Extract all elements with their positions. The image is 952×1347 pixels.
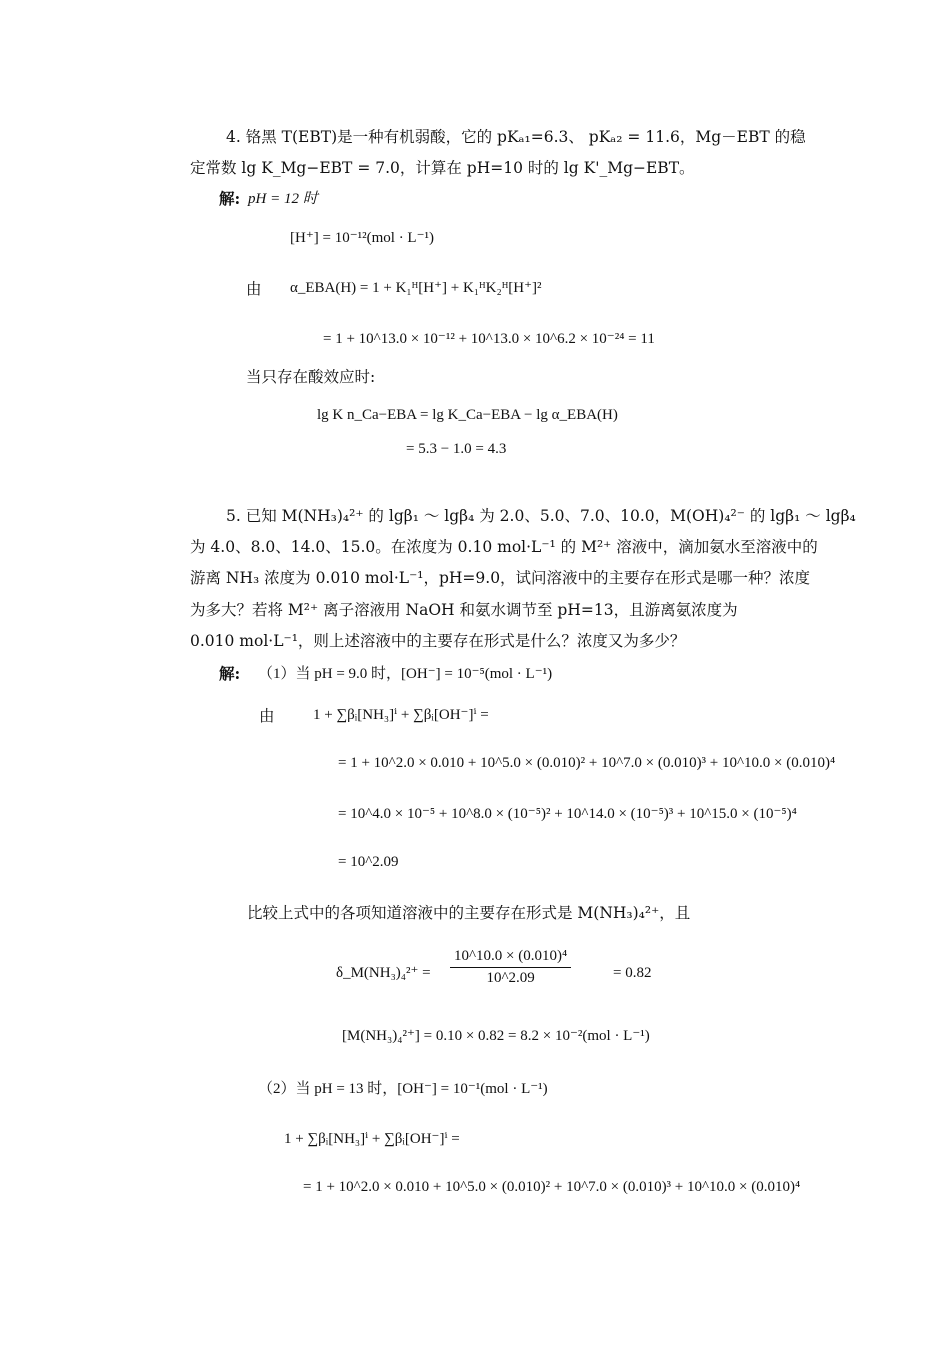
problem4-lgk-value: = 5.3 − 1.0 = 4.3: [406, 441, 507, 457]
problem5-statement-line2: 为 4.0、8.0、14.0、15.0。在浓度为 0.10 mol·L⁻¹ 的 M²⁺ 溶液中，滴加氨水至溶液中的: [190, 538, 818, 556]
problem5-delta-lhs: δ_M(NH₃)₄²⁺ =: [336, 965, 431, 981]
problem5-delta-numerator: 10^10.0 × (0.010)⁴: [450, 948, 571, 968]
problem5-comparison-text: 比较上式中的各项知道溶液中的主要存在形式是 M(NH₃)₄²⁺，且: [247, 904, 691, 922]
problem4-statement-line1: 4. 铬黑 T(EBT)是一种有机弱酸，它的 pKₐ₁=6.3、 pKₐ₂ = 11.6，Mg－EBT 的稳: [226, 128, 806, 146]
problem5-statement-line1: 5. 已知 M(NH₃)₄²⁺ 的 lgβ₁ ～ lgβ₄ 为 2.0、5.0、7.0、10.0，M(OH)₄²⁻ 的 lgβ₁ ～ lgβ₄: [226, 507, 856, 525]
problem5-solution-label: 解:: [219, 664, 241, 683]
problem4-ph-condition: pH = 12 时: [248, 191, 318, 207]
problem4-alpha-equation: α_EBA(H) = 1 + K₁ᴴ[H⁺] + K₁ᴴK₂ᴴ[H⁺]²: [290, 280, 542, 296]
problem5-statement-line5: 0.010 mol·L⁻¹，则上述溶液中的主要存在形式是什么？浓度又为多少？: [190, 632, 686, 650]
problem5-delta-denominator: 10^2.09: [486, 970, 535, 986]
problem5-complex-concentration: [M(NH₃)₄²⁺] = 0.10 × 0.82 = 8.2 × 10⁻²(mol · L⁻¹): [342, 1028, 650, 1044]
problem5-sum-value2: = 10^4.0 × 10⁻⁵ + 10^8.0 × (10⁻⁵)² + 10^14.0 × (10⁻⁵)³ + 10^15.0 × (10⁻⁵)⁴: [338, 806, 797, 822]
problem5-delta-fraction: [450, 948, 571, 987]
problem4-solution-label: 解:: [219, 189, 241, 208]
problem5-sum-value3: = 10^2.09: [338, 854, 399, 870]
problem4-lgk-equation: lg K n_Ca−EBA = lg K_Ca−EBA − lg α_EBA(H): [317, 407, 618, 423]
problem5-sum-equation: 1 + ∑βᵢ[NH₃]ⁱ + ∑βᵢ[OH⁻]ⁱ =: [313, 707, 489, 723]
problem4-alpha-value: = 1 + 10^13.0 × 10⁻¹² + 10^13.0 × 10^6.2 × 10⁻²⁴ = 11: [323, 331, 655, 347]
problem5-statement-line4: 为多大？若将 M²⁺ 离子溶液用 NaOH 和氨水调节至 pH=13，且游离氨浓度为: [190, 601, 738, 619]
problem5-sum-value4: = 1 + 10^2.0 × 0.010 + 10^5.0 × (0.010)² + 10^7.0 × (0.010)³ + 10^10.0 × (0.010)⁴: [303, 1179, 801, 1195]
problem5-sum-equation-2: 1 + ∑βᵢ[NH₃]ⁱ + ∑βᵢ[OH⁻]ⁱ =: [284, 1131, 460, 1147]
problem5-sum-value1: = 1 + 10^2.0 × 0.010 + 10^5.0 × (0.010)² + 10^7.0 × (0.010)³ + 10^10.0 × (0.010)⁴: [338, 755, 836, 771]
problem5-delta-result: = 0.82: [613, 965, 652, 981]
problem4-statement-line2: 定常数 lg K_Mg−EBT = 7.0，计算在 pH=10 时的 lg K'_Mg−EBT。: [190, 159, 695, 177]
problem5-statement-line3: 游离 NH₃ 浓度为 0.010 mol·L⁻¹，pH=9.0，试问溶液中的主要存在形式是哪一种？浓度: [190, 569, 811, 587]
problem4-h-concentration: [H⁺] = 10⁻¹²(mol · L⁻¹): [290, 230, 435, 246]
problem4-acid-effect-note: 当只存在酸效应时:: [246, 368, 376, 386]
problem5-part1-condition: （1）当 pH = 9.0 时，[OH⁻] = 10⁻⁵(mol · L⁻¹): [258, 666, 553, 682]
problem4-you-label: 由: [246, 280, 262, 298]
problem5-you-label: 由: [259, 707, 275, 725]
problem5-part2-condition: （2）当 pH = 13 时，[OH⁻] = 10⁻¹(mol · L⁻¹): [258, 1081, 548, 1097]
